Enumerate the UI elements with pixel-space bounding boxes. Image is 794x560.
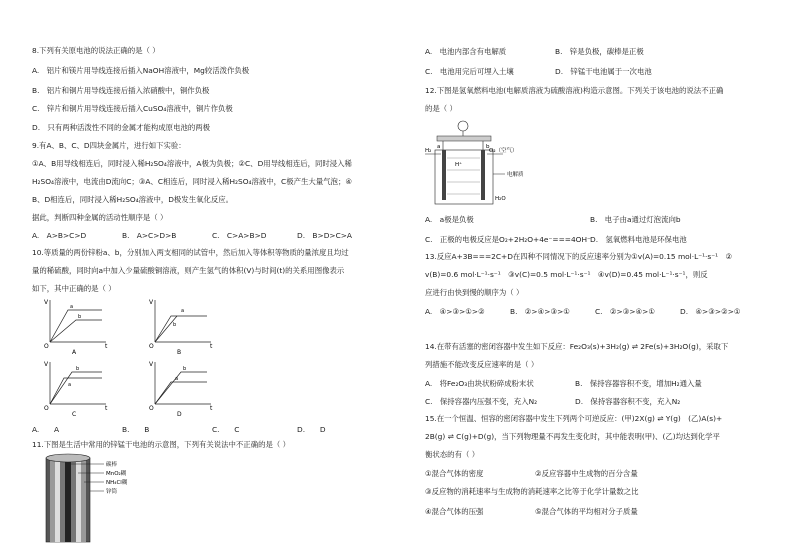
q15-line-3: 衡状态的有（ ） [425,450,480,459]
curve-b-label: b [76,366,80,372]
q13-option-c: C. ②>③>④>① [595,307,655,316]
axis-v-label: V [44,299,49,306]
q12-line-1: 12.下图是氢氧燃料电池(电解质溶液为硫酸溶液)构造示意图。下列关于该电池的说法不正确 [425,86,724,95]
q10-line-1: 10.等质量的两份锌粉a、b，分别加入两支相同的试管中，然后加入等体积等物质的量浓度且均过 [32,248,349,257]
q15-item-2: ②反应容器中生成物的百分含量 [535,469,638,478]
q9-stem: 9.有A、B、C、D四块金属片，进行如下实验： [32,141,186,150]
q15-item-4: ④混合气体的压强 [425,507,484,516]
origin-label: O [149,405,154,412]
q12-option-b: B. 电子由a通过灯泡流向b [590,215,681,224]
curve-b-label: b [183,366,187,372]
curve-a-label: a [175,376,179,382]
axis-v-label: V [44,361,49,368]
q11-stem: 11.下图是生活中常用的锌锰干电池的示意图，下列有关说法中不正确的是（ ） [32,440,290,449]
q13-line-1: 13.反应A+3B===2C+D在四种不同情况下的反应速率分别为①v(A)=0.15 mol·L⁻¹·s⁻¹ ② [425,252,733,261]
q8-stem: 8.下列有关原电池的说法正确的是（ ） [32,46,160,55]
q14-option-b: B. 保持容器容积不变，增加H₂通入量 [575,379,702,388]
q10-graph-d [147,358,217,422]
dry-cell-figure [44,454,174,550]
q9-line-4: 据此，判断四种金属的活动性顺序是（ ） [32,213,168,222]
q10-graph-a [42,296,112,360]
q15-item-3: ③反应物的消耗速率与生成物的消耗速率之比等于化学计量数之比 [425,487,639,496]
q15-line-1: 15.在一个恒温、恒容的密闭容器中发生下列两个可逆反应：(甲)2X(g) ⇌ Y(g) (乙)A(s)+ [425,414,723,423]
q13-option-d: D. ④>③>②>① [680,307,741,316]
q14-line-2: 列措施不能改变反应速率的是（ ） [425,360,539,369]
q12-option-c: C. 正极的电极反应是O₂+2H₂O+4e⁻===4OH⁻ [425,235,591,244]
q9-option-d: D. B>D>C>A [297,231,352,240]
axis-v-label: V [149,299,154,306]
fuel-cell-figure [425,118,535,214]
label-electrolyte: 电解质 [507,172,524,178]
label-h2: H₂ [425,148,432,154]
q10-line-2: 量的稀硫酸，同时向a中加入少量硫酸铜溶液，则产生氢气的体积(V)与时间(t)的关系用图像表示 [32,266,345,275]
q11-option-b: B. 锌是负极，碳棒是正极 [555,47,644,56]
q11-option-a: A. 电池内部含有电解质 [425,47,507,56]
q9-line-2: H₂SO₄溶液中，电流由D流向C；③A、C相连后，同时浸入稀H₂SO₄溶液中，C极产生大量气泡；④ [32,177,352,186]
q15-line-2: 2B(g) ⇌ C(g)+D(g)，当下列物理量不再发生变化时，其中能表明(甲)、(乙)均达到化学平 [425,432,720,441]
curve-a-label: a [181,308,185,314]
q14-option-a: A. 将Fe₂O₃由块状粉碎成粉末状 [425,379,534,388]
graph-label: C [72,411,77,418]
q10-option-a: A. A [32,425,60,434]
q8-option-d: D. 只有两种活泼性不同的金属才能构成原电池的两极 [32,123,211,132]
label-nh4cl: NH₄Cl糊 [106,480,128,486]
origin-label: O [44,405,49,412]
label-h-plus: H⁺ [455,162,463,168]
label-electrode-a: a [437,144,441,150]
q12-option-d: D. 氢氧燃料电池是环保电池 [590,235,687,244]
q10-graph-c [42,358,112,422]
q13-line-2: v(B)=0.6 mol·L⁻¹·s⁻¹ ③v(C)=0.5 mol·L⁻¹·s⁻¹ ④v(D)=0.45 mol·L⁻¹·s⁻¹，则反 [425,270,708,279]
graph-label: B [177,349,182,356]
q10-line-3: 如下，其中正确的是（ ） [32,284,116,293]
label-mno2: MnO₂糊 [106,471,127,477]
q12-option-a: A. a极是负极 [425,215,474,224]
q13-option-a: A. ④>③>①>② [425,307,485,316]
q11-option-c: C. 电池用完后可埋入土壤 [425,67,514,76]
q10-graph-b [147,296,217,360]
q8-option-a: A. 铝片和镁片用导线连接后插入NaOH溶液中，Mg较活泼作负极 [32,66,250,75]
q15-item-1: ①混合气体的密度 [425,469,484,478]
q9-line-1: ①A、B用导线相连后，同时浸入稀H₂SO₄溶液中，A极为负极；②C、D用导线相连后，同时浸入稀 [32,159,352,168]
q14-line-1: 14.在带有活塞的密闭容器中发生如下反应：Fe₂O₃(s)+3H₂(g) ⇌ 2Fe(s)+3H₂O(g)，采取下 [425,342,729,351]
curve-a-label: a [68,382,72,388]
q10-option-b: B. B [122,425,150,434]
axis-t-label: t [210,405,213,412]
axis-t-label: t [210,343,213,350]
q9-line-3: B、D相连后，同时浸入稀H₂SO₄溶液中，D极发生氧化反应。 [32,195,234,204]
q8-option-c: C. 锌片和铜片用导线连接后插入CuSO₄溶液中，铜片作负极 [32,104,233,113]
curve-a-label: a [70,304,74,310]
label-carbon-rod: 碳棒 [106,462,118,468]
q9-option-a: A. A>B>C>D [32,231,87,240]
graph-label: D [177,411,182,418]
label-h2o: H₂O [495,196,506,202]
label-zinc-can: 锌筒 [106,489,118,495]
q14-option-c: C. 保持容器内压强不变，充入N₂ [425,397,538,406]
origin-label: O [44,343,49,350]
q10-option-c: C. C [212,425,240,434]
q10-option-d: D. D [297,425,326,434]
axis-t-label: t [105,343,108,350]
label-electrode-b: b [486,144,490,150]
q13-line-3: 应进行由快到慢的顺序为（ ） [425,288,524,297]
q11-option-d: D. 锌锰干电池属于一次电池 [555,67,652,76]
q14-option-d: D. 保持容器容积不变，充入N₂ [575,397,681,406]
graph-label: A [72,349,77,356]
axis-t-label: t [105,405,108,412]
curve-b-label: b [78,314,82,320]
q13-option-b: B. ②>④>③>① [510,307,570,316]
q8-option-b: B. 铝片和铜片用导线连接后插入浓硝酸中，铜作负极 [32,86,210,95]
q15-item-5: ⑤混合气体的平均相对分子质量 [535,507,638,516]
label-o2: O₂（空气） [489,148,518,154]
q9-option-b: B. A>C>D>B [122,231,177,240]
q12-line-2: 的是（ ） [425,104,457,113]
origin-label: O [149,343,154,350]
curve-b-label: b [173,322,177,328]
axis-v-label: V [149,361,154,368]
q9-option-c: C. C>A>B>D [212,231,267,240]
